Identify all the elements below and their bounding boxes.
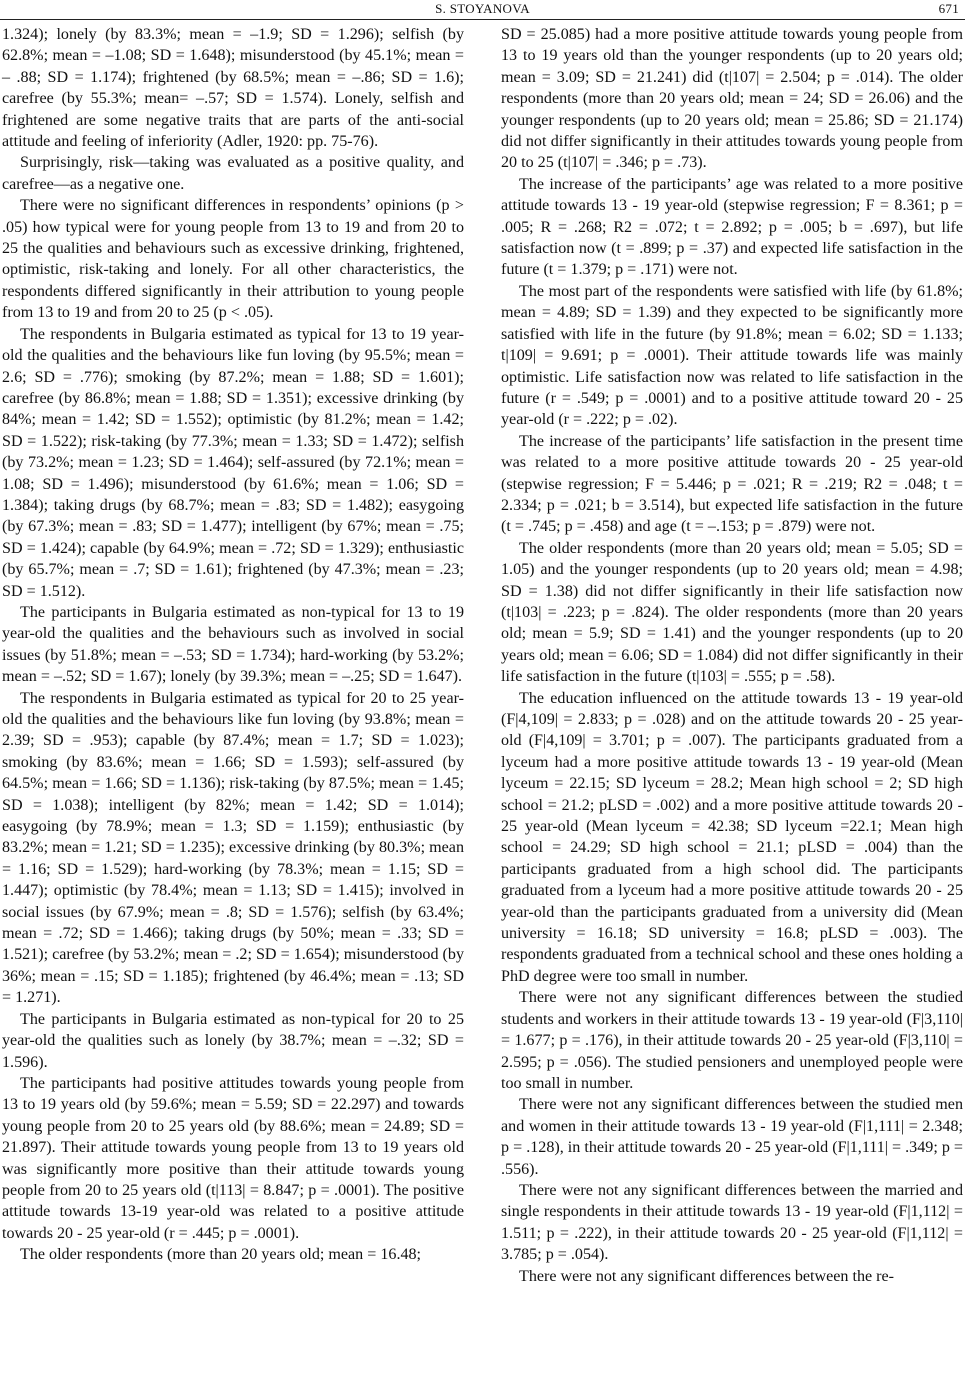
paragraph: The respondents in Bulgaria estimated as typical for 20 to 25 year-old the qualities and the behaviours like fun loving (by 93.8%; mean = 2.39; SD = .953); capable (by 87.4%; mean = 1.7; SD = 1.023); smoking (by 83.6%; mean = 1.66; SD = 1.593); self-assured (by 64.5%; mean = 1.66; SD = 1.136); risk-taking (by 87.5%; mean = 1.45; SD = 1.038); intelligent (by 82%; mean = 1.42; SD = 1.014); easygoing (by 78.9%; mean = 1.3; SD = 1.159); enthusiastic (by 83.2%; mean = 1.21; SD = 1.235); excessive drinking (by 80.3%; mean = 1.16; SD = 1.529); hard-working (by 78.3%; mean = 1.15; SD = 1.447); optimistic (by 78.4%; mean = 1.13; SD = 1.415); involved in social issues (by 67.9%; mean = .8; SD = 1.576); selfish (by 63.4%; mean = .72; SD = 1.466); taking drugs (by 50%; mean = .33; SD = 1.521); carefree (by 53.2%; mean = .2; SD = 1.654); misunderstood (by 36%; mean = .15; SD = 1.185); frightened (by 46.4%; mean = .13; SD = 1.271). [2, 689, 464, 1007]
running-title: S. STOYANOVA [435, 1, 530, 16]
paragraph: There were no significant differences in respondents’ opinions (p > .05) how typical were for young people from 13 to 19 and from 20 to 25 the qualities and behaviours such as excessive drinking, frightened, optimistic, risk-taking and lonely. For all other characteristics, the respondents differed significantly in their attribution to young people from 13 to 19 and from 20 to 25 (p < .05). [2, 197, 464, 322]
paragraph: The participants had positive attitudes towards young people from 13 to 19 years old (by 59.6%; mean = 5.59; SD = 22.297) and towards young people from 20 to 25 years old (by 88.6%; mean = 24.89; SD = 21.897). Their attitude towards young people from 13 to 19 years old was significantly more positive than their attitude towards young people from 20 to 25 years old (t|113| = 8.847; p = .0001). The positive attitude towards 13-19 year-old was related to a positive attitude towards 20 - 25 year-old (r = .445; p = .0001). [2, 1074, 464, 1242]
paragraph: The education influenced on the attitude towards 13 - 19 year-old (F|4,109| = 2.833; p = .028) and on the attitude towards 20 - 25 year-old (F|4,109| = 3.701; p = .007). The participants graduated from a lyceum had a more positive attitude towards 13 - 19 year-old (Mean lyceum = 22.15; SD lyceum = 28.2; Mean high school = 2; SD high school = 21.2; pLSD = .002) and a more positive attitude towards 20 - 25 year-old (Mean lyceum = 42.38; SD lyceum =22.1; Mean high school = 24.29; SD high school = 21.1; pLSD = .004) than the participants graduated from a high school did. The participants graduated from a lyceum had a more positive attitude towards 20 - 25 year-old than the participants graduated from a university did (Mean university = 16.18; SD university = 16.8; pLSD = .003). The respondents graduated from a technical school and these ones holding a PhD degree were too small in number. [501, 689, 963, 985]
left-column [2, 24, 464, 1266]
paragraph: There were not any significant differences between the studied men and women in their attitude towards 13 - 19 year-old (F|1,111| = 2.348; p = .128), in their attitude towards 20 - 25 year-old (F|1,111| = .349; p = .556). [501, 1096, 963, 1178]
paragraph: Surprisingly, risk—taking was evaluated as a positive quality, and carefree—as a negative one. [2, 154, 464, 193]
paragraph: There were not any significant differences between the studied students and workers in their attitude towards 13 - 19 year-old (F|3,110| = 1.677; p = .176), in their attitude towards 20 - 25 year-old (F|3,110| = 2.595; p = .056). The studied pensioners and unemployed people were too small in number. [501, 989, 963, 1092]
paragraph: The respondents in Bulgaria estimated as typical for 13 to 19 year-old the qualities and the behaviours like fun loving (by 95.5%; mean = 2.6; SD = .776); smoking (by 87.2%; mean = 1.88; SD = 1.601); carefree (by 86.8%; mean = 1.88; SD = 1.351); excessive drinking (by 84%; mean = 1.42; SD = 1.552); optimistic (by 81.2%; mean = 1.42; SD = 1.522); risk-taking (by 77.3%; mean = 1.33; SD = 1.472); selfish (by 73.2%; mean = 1.23; SD = 1.464); self-assured (by 72.1%; mean = 1.08; SD = 1.496); misunderstood (by 61.6%; mean = 1.06; SD = 1.384); taking drugs (by 68.7%; mean = .83; SD = 1.482); easygoing (by 67.3%; mean = .83; SD = 1.477); intelligent (by 67%; mean = .75; SD = 1.424); capable (by 64.9%; mean = .72; SD = 1.329); enthusiastic (by 65.7%; mean = .7; SD = 1.61); frightened (by 47.3%; mean = .23; SD = 1.512). [2, 325, 464, 600]
running-header [0, 0, 965, 20]
paragraph: The participants in Bulgaria estimated as non-typical for 20 to 25 year-old the qualities such as lonely (by 38.7%; mean = –.32; SD = 1.596). [2, 1010, 464, 1071]
paragraph: The most part of the respondents were satisfied with life (by 61.8%; mean = 4.89; SD = 1.39) and they expected to be significantly more satisfied with life in the future (by 91.8%; mean = 6.02; SD = 1.133; t|109| = 9.691; p = .0001). Their attitude towards life was mainly optimistic. Life satisfaction now was related to life satisfaction in the future (r = .549; p = .0001) and to a positive attitude toward 20 - 25 year-old (r = .222; p = .02). [501, 282, 963, 429]
paragraph: SD = 25.085) had a more positive attitude towards young people from 13 to 19 years old than the younger respondents (up to 20 years old; mean = 3.09; SD = 21.241) did (t|107| = 2.504; p = .014). The older respondents (more than 20 years old; mean = 24; SD = 26.06) and the younger respondents (up to 20 years old; mean = 25.86; SD = 21.174) did not differ significantly in their attitudes towards young people from 20 to 25 (t|107| = .346; p = .73). [501, 26, 963, 172]
paragraph: The increase of the participants’ age was related to a more positive attitude towards 13 - 19 year-old (stepwise regression; F = 8.361; p = .005; R = .268; R2 = .072; t = 2.892; p = .005; b = .697), but life satisfaction now (t = .899; p = .37) and expected life satisfaction in the future (t = 1.379; p = .171) were not. [501, 175, 963, 279]
paragraph: The older respondents (more than 20 years old; mean = 16.48; [20, 1246, 422, 1264]
paragraph: There were not any significant differences between the married and single respondents in their attitude towards 13 - 19 year-old (F|1,112| = 1.511; p = .222), in their attitude towards 20 - 25 year-old (F|1,112| = 3.785; p = .054). [501, 1181, 963, 1264]
page-number: 671 [938, 1, 959, 16]
paragraph: The older respondents (more than 20 years old; mean = 5.05; SD = 1.05) and the younger respondents (up to 20 years old; mean = 4.98; SD = 1.38) did not differ significantly in their life satisfaction now (t|103| = .223; p = .824). The older respondents (more than 20 years old; mean = 5.9; SD = 1.41) and the younger respondents (up to 20 years old; mean = 6.06; SD = 1.084) did not differ significantly in their life satisfaction in the future (t|103| = .555; p = .58). [501, 539, 963, 686]
header-rule [0, 19, 965, 20]
paragraph: 1.324); lonely (by 83.3%; mean = –1.9; SD = 1.296); selfish (by 62.8%; mean = –1.08; SD = 1.648); misunderstood (by 45.1%; mean = – .88; SD = 1.174); frightened (by 68.5%; mean = –.86; SD = 1.6); carefree (by 55.3%; mean= –.57; SD = 1.574). Lonely, selfish and frightened are some negative traits that are parts of the anti-social attitude and feeling of inferiority (Adler, 1920: pp. 75-76). [2, 26, 464, 151]
paragraph: The increase of the participants’ life satisfaction in the present time was related to a more positive attitude towards 20 - 25 year-old (stepwise regression; F = 5.446; p = .021; R = .219; R2 = .048; t = 2.334; p = .021; b = 3.514), but expected life satisfaction in the future (t = .745; p = .458) and age (t = –.153; p = .879) were not. [501, 432, 963, 536]
paragraph: There were not any significant differences between the re- [519, 1267, 895, 1285]
paragraph: The participants in Bulgaria estimated as non-typical for 13 to 19 year-old the qualities and the behaviours such as involved in social issues (by 51.8%; mean = –.53; SD = 1.734); hard-working (by 53.2%; mean = –.52; SD = 1.67); lonely (by 39.3%; mean = –.25; SD = 1.647). [2, 603, 464, 686]
right-column [501, 24, 963, 1287]
